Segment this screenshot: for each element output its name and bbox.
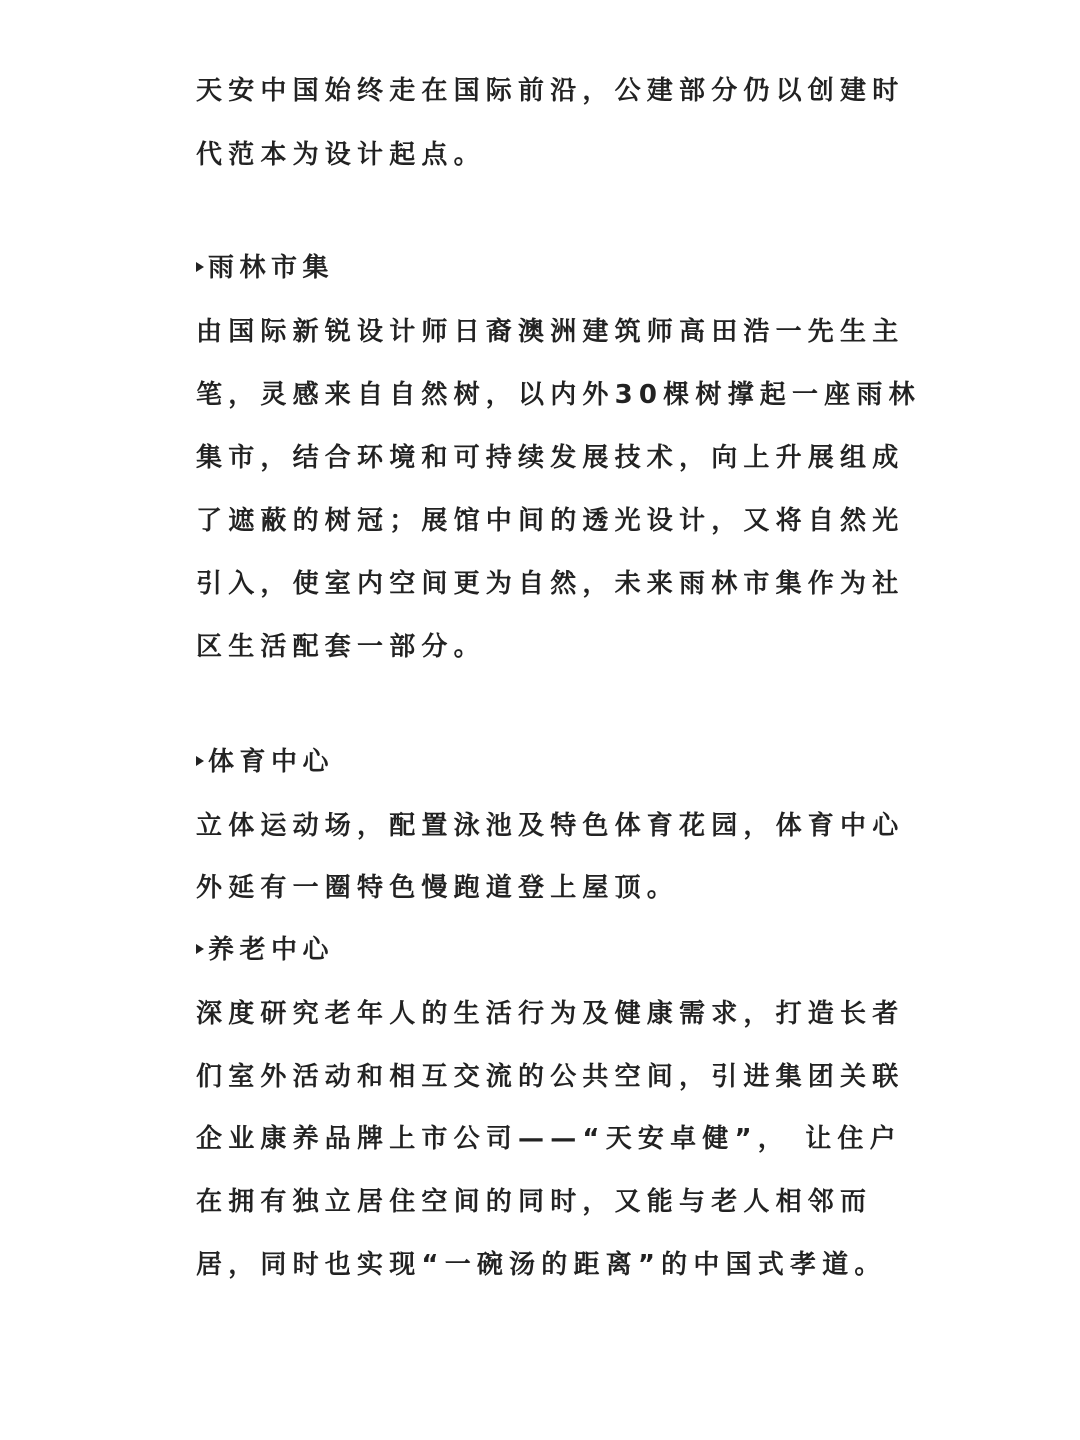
paragraph-line: 在拥有独立居住空间的同时，又能与老人相邻而 [196, 1187, 873, 1217]
paragraph-line: 外延有一圈特色慢跑道登上屋顶。 [196, 873, 680, 903]
section-heading-elderly-care-center [196, 933, 334, 967]
section-heading-rainforest-market [196, 251, 334, 285]
paragraph-line: 居，同时也实现“一碗汤的距离”的中国式孝道。 [196, 1250, 887, 1280]
paragraph-line: 企业康养品牌上市公司——“天安卓健”， 让住户 [196, 1124, 902, 1154]
triangle-bullet-icon [196, 756, 204, 766]
section-title: 体育中心 [208, 747, 335, 777]
paragraph-line: 笔，灵感来自自然树，以内外30棵树撑起一座雨林 [196, 380, 921, 410]
paragraph-line: 们室外活动和相互交流的公共空间，引进集团关联 [196, 1062, 905, 1092]
triangle-bullet-icon [196, 262, 204, 272]
section-title: 雨林市集 [208, 253, 335, 283]
triangle-bullet-icon [196, 944, 204, 954]
paragraph-line: 了遮蔽的树冠；展馆中间的透光设计，又将自然光 [196, 506, 905, 536]
paragraph-line: 引入，使室内空间更为自然，未来雨林市集作为社 [196, 569, 905, 599]
paragraph-line: 深度研究老年人的生活行为及健康需求，打造长者 [196, 999, 905, 1029]
paragraph-line: 由国际新锐设计师日裔澳洲建筑师高田浩一先生主 [196, 317, 905, 347]
intro-line-1: 天安中国始终走在国际前沿，公建部分仍以创建时 [196, 76, 905, 106]
section-title: 养老中心 [208, 935, 335, 965]
paragraph-line: 集市，结合环境和可持续发展技术，向上升展组成 [196, 443, 905, 473]
section-heading-sports-center [196, 745, 334, 779]
intro-line-2: 代范本为设计起点。 [196, 140, 486, 170]
paragraph-line: 立体运动场，配置泳池及特色体育花园，体育中心 [196, 811, 905, 841]
paragraph-line: 区生活配套一部分。 [196, 632, 486, 662]
